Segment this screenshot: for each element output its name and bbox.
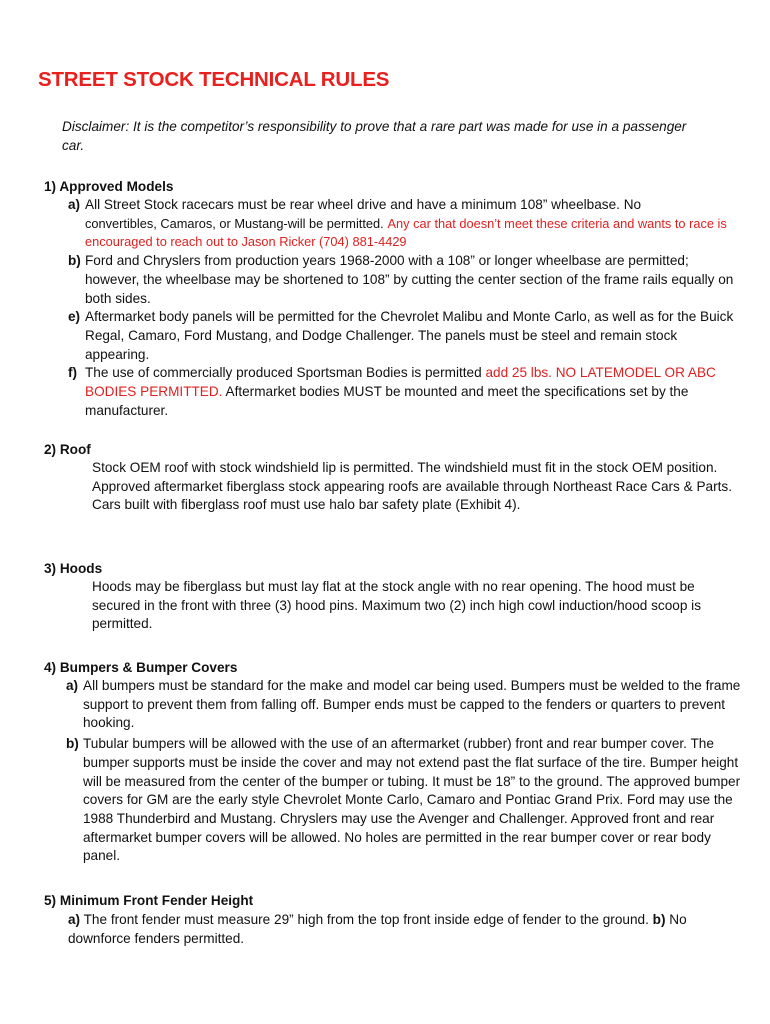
section-heading: 4) Bumpers & Bumper Covers: [44, 660, 238, 675]
rule-text: Ford and Chryslers from production years 1968-2000 with a 108” or longer wheelbase are permitted; however, the wheelbase may be shortened to 108” by cutting the center section of the frame rails equally on both sides.: [85, 253, 734, 306]
section-text: Stock OEM roof with stock windshield lip is permitted. The windshield must fit in the stock OEM position. Approved aftermarket fiberglass stock appearing roofs are available through Northeast Race Cars & Parts. Cars built with fiberglass roof must use halo bar safety plate (Exhibit 4).: [92, 460, 732, 513]
page-title: STREET STOCK TECHNICAL RULES: [38, 68, 390, 91]
section-text: Hoods may be fiberglass but must lay flat at the stock angle with no rear opening. The hood must be secured in the front with three (3) hood pins. Maximum two (2) inch high cowl induction/hood scoop is permitted.: [92, 579, 702, 632]
rule-note-red: add 25 lbs. NO LATEMODEL OR ABC BODIES PERMITTED.: [85, 365, 716, 400]
rule-label: e): [68, 309, 81, 325]
rule-item: [44, 364, 744, 420]
rule-text: convertibles, Camaros, or Mustang-will be permitted.: [85, 215, 384, 231]
section-heading: 5) Minimum Front Fender Height: [44, 893, 254, 908]
disclaimer: Disclaimer: It is the competitor’s responsibility to prove that a rare part was made for use in a passenger car.: [62, 119, 687, 153]
rule-note-red: Any car that doesn’t meet these criteria and wants to race is encouraged to reach out to Jason Ricker (704) 881-4429: [85, 215, 727, 250]
section-heading: 2) Roof: [44, 442, 91, 457]
section-heading: 3) Hoods: [44, 561, 103, 576]
rule-label: a): [68, 197, 81, 212]
section-heading: 1) Approved Models: [44, 179, 174, 194]
section-hoods: [44, 559, 744, 634]
rule-label: f): [68, 365, 78, 381]
rule-text: The use of commercially produced Sportsman Bodies is permitted: [85, 365, 482, 381]
section-roof: [44, 440, 744, 515]
section-approved-models: [44, 177, 744, 420]
rule-text: Aftermarket bodies MUST be mounted and meet the specifications set by the manufacturer.: [85, 384, 689, 418]
rule-item: [44, 196, 744, 252]
section-text: [44, 910, 688, 948]
rule-text: All bumpers must be standard for the make and model car being used. Bumpers must be welded to the frame support to prevent them from falling off. Bumper ends must be capped to the fenders or quarters to prevent hooking.: [83, 678, 741, 731]
rule-text: No downforce fenders permitted.: [68, 912, 687, 946]
section-bumpers: [44, 658, 744, 866]
rule-label: b): [66, 736, 79, 752]
rule-label: a): [68, 912, 81, 927]
rule-label: b): [652, 912, 666, 927]
rule-item: [44, 308, 744, 364]
rule-item: [44, 252, 744, 308]
rule-label: b): [68, 253, 81, 269]
rule-text: All Street Stock racecars must be rear wheel drive and have a minimum 108” wheelbase. No: [85, 197, 642, 212]
rule-item: [44, 735, 744, 866]
rule-text: The front fender must measure 29” high from the top front inside edge of fender to the ground.: [83, 912, 649, 927]
rule-item: [44, 677, 744, 733]
section-fender-height: [44, 891, 744, 948]
rule-label: a): [66, 678, 79, 693]
rule-text: Tubular bumpers will be allowed with the use of an aftermarket (rubber) front and rear bumper cover. The bumper supports must be inside the cover and may not extend past the flat surface of the tire. Bumper height will be measured from the center of the bumper or tubing. It must be 18” to the ground. The approved bumper covers for GM are the early style Chevrolet Monte Carlo, Camaro and Pontiac Grand Prix. Ford may use the 1988 Thunderbird and Mustang. Chryslers may use the Avenger and Challenger. Approved front and rear aftermarket bumper covers will be allowed. No holes are permitted in the rear bumper cover or rear body panel.: [83, 736, 741, 864]
rule-text: Aftermarket body panels will be permitted for the Chevrolet Malibu and Monte Carlo, as well as for the Buick Regal, Camaro, Ford Mustang, and Dodge Challenger. The panels must be steel and remain stock appearing.: [85, 309, 734, 362]
